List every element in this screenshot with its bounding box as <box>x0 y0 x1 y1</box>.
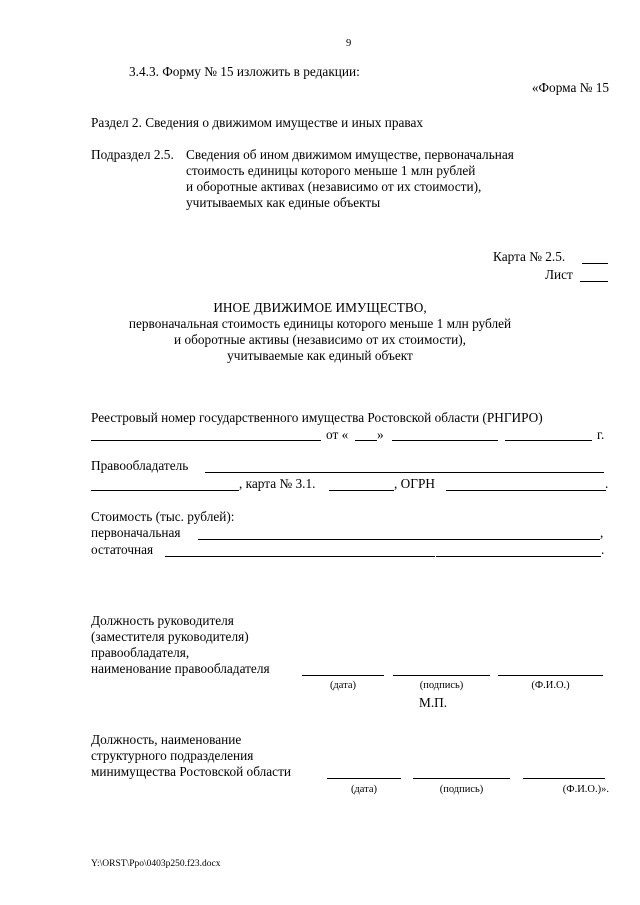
signature1-line: Должность руководителя <box>91 613 234 628</box>
signature1-sign-caption: (подпись) <box>419 680 464 691</box>
clause-text: 3.4.3. Форму № 15 изложить в редакции: <box>129 64 360 79</box>
signature2-name-field[interactable] <box>523 778 605 779</box>
holder-card-number-field[interactable] <box>329 490 394 491</box>
signature2-sign-field[interactable] <box>413 778 510 779</box>
holder-card-ref: , карта № 3.1. <box>239 476 316 491</box>
subsection-prefix: Подраздел 2.5. <box>91 147 174 162</box>
holder-name-field[interactable] <box>319 472 604 473</box>
signature2-line: Должность, наименование <box>91 732 242 747</box>
cost-initial-comma: , <box>600 525 604 540</box>
stamp-placeholder: М.П. <box>419 695 448 710</box>
cost-residual-field[interactable] <box>165 556 435 557</box>
signature2-date-field[interactable] <box>327 778 401 779</box>
registry-close-quote: » <box>377 427 384 442</box>
title-line: учитываемые как единый объект <box>227 348 413 363</box>
registry-from: от « <box>326 427 349 442</box>
cost-initial-label: первоначальная <box>91 525 181 540</box>
signature1-sign-field[interactable] <box>393 675 490 676</box>
card-number-label: Карта № 2.5. <box>493 249 566 264</box>
title-line: и оборотные активы (независимо от их стоимости), <box>174 332 466 347</box>
registry-month-field[interactable] <box>392 440 498 441</box>
registry-year-suffix: г. <box>597 427 605 442</box>
signature1-name-caption: (Ф.И.О.) <box>531 680 570 691</box>
card-number-field[interactable] <box>582 263 608 264</box>
cost-residual-period: . <box>601 542 605 557</box>
signature1-name-field[interactable] <box>498 675 603 676</box>
signature2-date-caption: (дата) <box>350 784 378 795</box>
sheet-label: Лист <box>545 267 573 282</box>
signature2-name-caption: (Ф.И.О.)». <box>562 784 609 795</box>
section-heading: Раздел 2. Сведения о движимом имуществе и иных правах <box>91 115 424 130</box>
holder-field[interactable] <box>205 472 319 473</box>
holder-period: . <box>605 476 609 491</box>
sheet-field[interactable] <box>580 281 608 282</box>
subsection-line: и оборотные активах (независимо от их стоимости), <box>186 179 482 194</box>
title-line: первоначальная стоимость единицы которого меньше 1 млн рублей <box>128 316 512 331</box>
holder-ogrn-label: , ОГРН <box>394 476 435 491</box>
signature2-line: минимущества Ростовской области <box>91 764 291 779</box>
cost-label: Стоимость (тыс. рублей): <box>91 509 235 524</box>
title-line: ИНОЕ ДВИЖИМОЕ ИМУЩЕСТВО, <box>213 300 427 315</box>
signature1-date-caption: (дата) <box>329 680 357 691</box>
cost-residual-field-2[interactable] <box>436 556 601 557</box>
cost-initial-field[interactable] <box>198 539 600 540</box>
registry-number-field[interactable] <box>91 440 321 441</box>
registry-label: Реестровый номер государственного имущества Ростовской области (РНГИРО) <box>91 410 543 425</box>
signature2-sign-caption: (подпись) <box>439 784 484 795</box>
page-number: 9 <box>346 38 352 49</box>
signature1-line: наименование правообладателя <box>91 661 270 676</box>
holder-field-second-line[interactable] <box>91 490 239 491</box>
registry-year-field[interactable] <box>505 440 592 441</box>
subsection-line: Сведения об ином движимом имуществе, первоначальная <box>186 147 514 162</box>
signature1-date-field[interactable] <box>302 675 384 676</box>
signature1-line: (заместителя руководителя) <box>91 629 249 644</box>
subsection-line: учитываемых как единые объекты <box>186 195 381 210</box>
registry-day-field[interactable] <box>355 440 377 441</box>
holder-ogrn-field[interactable] <box>446 490 606 491</box>
cost-residual-label: остаточная <box>91 542 154 557</box>
footer-file-path: Y:\ORST\Ppo\0403p250.f23.docx <box>91 859 221 869</box>
signature2-line: структурного подразделения <box>91 748 254 763</box>
holder-label: Правообладатель <box>91 458 189 473</box>
signature1-line: правообладателя, <box>91 645 190 660</box>
form-reference: «Форма № 15 <box>531 80 609 95</box>
subsection-line: стоимость единицы которого меньше 1 млн рублей <box>186 163 476 178</box>
